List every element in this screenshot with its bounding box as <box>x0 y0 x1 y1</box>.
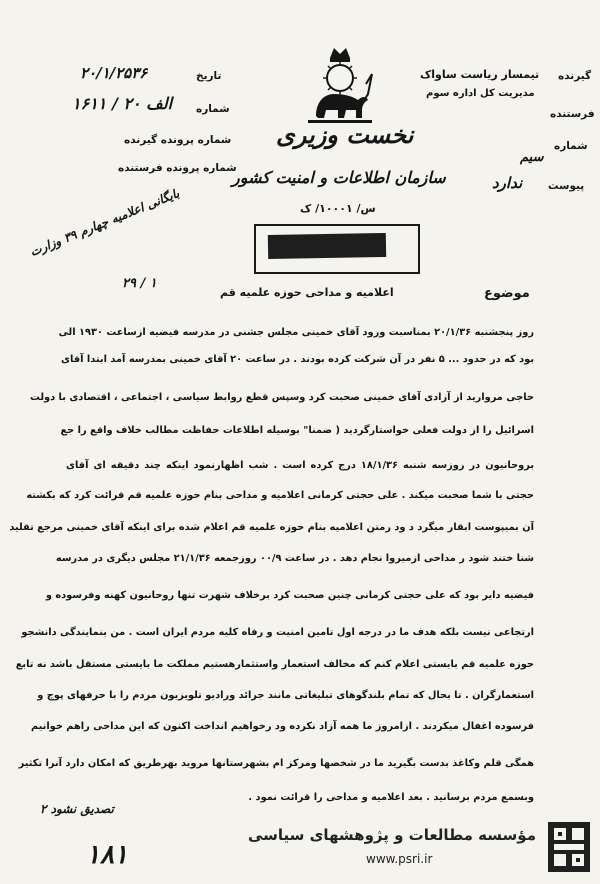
right-number-label: شماره <box>554 140 588 152</box>
body-line: آن بمیپوست ابقار میگرد د ود رمتن اعلامیه بنام حوزه علمیه قم اعلام شده برای اینکه آقای خمینی مرجع تقلید <box>9 522 534 533</box>
body-line: حجتی با شما صحبت میکند . علی حجتی کرمانی اعلامیه و مداحی بنام حوزه علمیه قم قرائت کرد که بکشته <box>26 490 534 501</box>
body-line: ارتجاعی نیست بلکه هدف ما در درجه اول تامین امنیت و رفاه کلیه مردم ایران است . من بنمایندگی دانشجو <box>21 627 534 638</box>
letterhead-org: سازمان اطلاعات و امنیت کشور <box>232 168 446 187</box>
number-value: ۱۶۱۱ / ۲۰ الف <box>72 94 173 113</box>
recipient-label: گیرنده <box>558 70 592 82</box>
number-label: شماره <box>196 103 230 115</box>
date-value: ۲۰/۱/۲۵۳۶ <box>80 64 148 82</box>
right-number-value: سیم <box>520 150 544 165</box>
institute-url: www.psri.ir <box>366 852 433 866</box>
sender-label: فرستنده <box>550 108 595 120</box>
letterhead-title: نخست وزیری <box>276 120 414 149</box>
handwritten-side-note: بایگانی اعلامیه چهارم ۳۹ وزارت <box>28 186 182 259</box>
lion-and-sun-emblem <box>302 44 378 126</box>
body-line: فیضیه دایر بود که علی حجتی کرمانی چنین صحبت کرد برخلاف شهرت تنها روحانیون کهنه وفرسوده و <box>45 590 534 601</box>
body-line: وبسمع مردم برسانید . بعد اعلامیه و مداحی را قرائت نمود . <box>248 792 534 803</box>
body-line: حاجی مروارید از آزادی آقای خمینی صحبت کرد وسپس قطع روابط سیاسی ، اجتماعی ، اقتصادی با دولت <box>29 392 534 403</box>
handwritten-footnote: تصدیق نشود ۲ <box>40 802 114 816</box>
subject-text: اعلامیه و مداحی حوزه علمیه قم <box>220 286 394 299</box>
page-number: ۱۸۱ <box>86 840 128 870</box>
recipient-sub: مدیریت کل اداره سوم <box>426 88 535 99</box>
body-line: اسرائیل را از دولت فعلی خواستارگردید ( ضمنا" بوسیله اطلاعات حفاظت مطالب خلاف واقع را جع <box>60 425 534 436</box>
psri-logo-icon <box>548 822 590 872</box>
body-line: فرسوده اغفال میکردند . ازامروز ما همه آزاد نکرده ود رخواهیم انداخت اکنون که این مداحی راهم خوانیم <box>30 721 534 732</box>
redaction-stamp-fill <box>268 233 386 259</box>
body-line: بروحانیون در روزسه شنبه ۱۸/۱/۳۶ درج کرده است . شب اظهارنمود اینکه چند دقیقه ای آقای <box>66 460 534 471</box>
file-number-label: شماره پرونده گیرنده <box>124 134 232 146</box>
handwritten-side-date: ۲۹ / ۱ <box>122 276 157 291</box>
body-line: حوزه علمیه قم بایستی اعلام کنم که مخالف استعمار واستثمارهستیم مملکت ما بایستی مستقل باشد نه تابع <box>15 659 534 670</box>
institute-name: مؤسسه مطالعات و پژوهشهای سیاسی <box>247 826 536 844</box>
body-line: استعمارگران . تا بحال که تمام بلندگوهای تبلیغاتی مانند جرائد ورادیو تلویزیون مردم را با حرفهای پوچ و <box>37 690 534 701</box>
attachment-label: پیوست <box>548 180 585 192</box>
letterhead-code: س/ ۱۰۰۰۱/ ک <box>300 202 376 215</box>
recipient-value: تیمسار ریاست ساواک <box>420 68 540 81</box>
attachment-value: ندارد <box>492 174 523 192</box>
body-line: بود که در حدود ... ۵ نفر در آن شرکت کرده بودند . در ساعت ۲۰ آقای خمینی بمدرسه آمد ابتدا آقای <box>61 354 534 365</box>
body-line: شنا ختند شود ر مداحی ازمیروا نجام دهد . در ساعت ۰۰/۹ روزجمعه ۲۱/۱/۳۶ مجلس دیگری در مدرسه <box>55 553 534 564</box>
body-line: روز پنجشنبه ۲۰/۱/۳۶ بمناسبت ورود آقای خمینی مجلس جشنی در مدرسه فیضیه ازساعت ۱۹۳۰ الی <box>58 327 534 338</box>
subject-label: موضوع <box>484 286 530 301</box>
body-line: همگی قلم وکاغذ بدست بگیرید ما در شخصها ومرکز ام بشهرستانها مرويد بهرطريق که امکان دارد آنرا تکثیر <box>18 758 534 769</box>
sender-number-label: شماره پرونده فرستنده <box>118 162 237 174</box>
date-label: تاریخ <box>196 70 222 82</box>
